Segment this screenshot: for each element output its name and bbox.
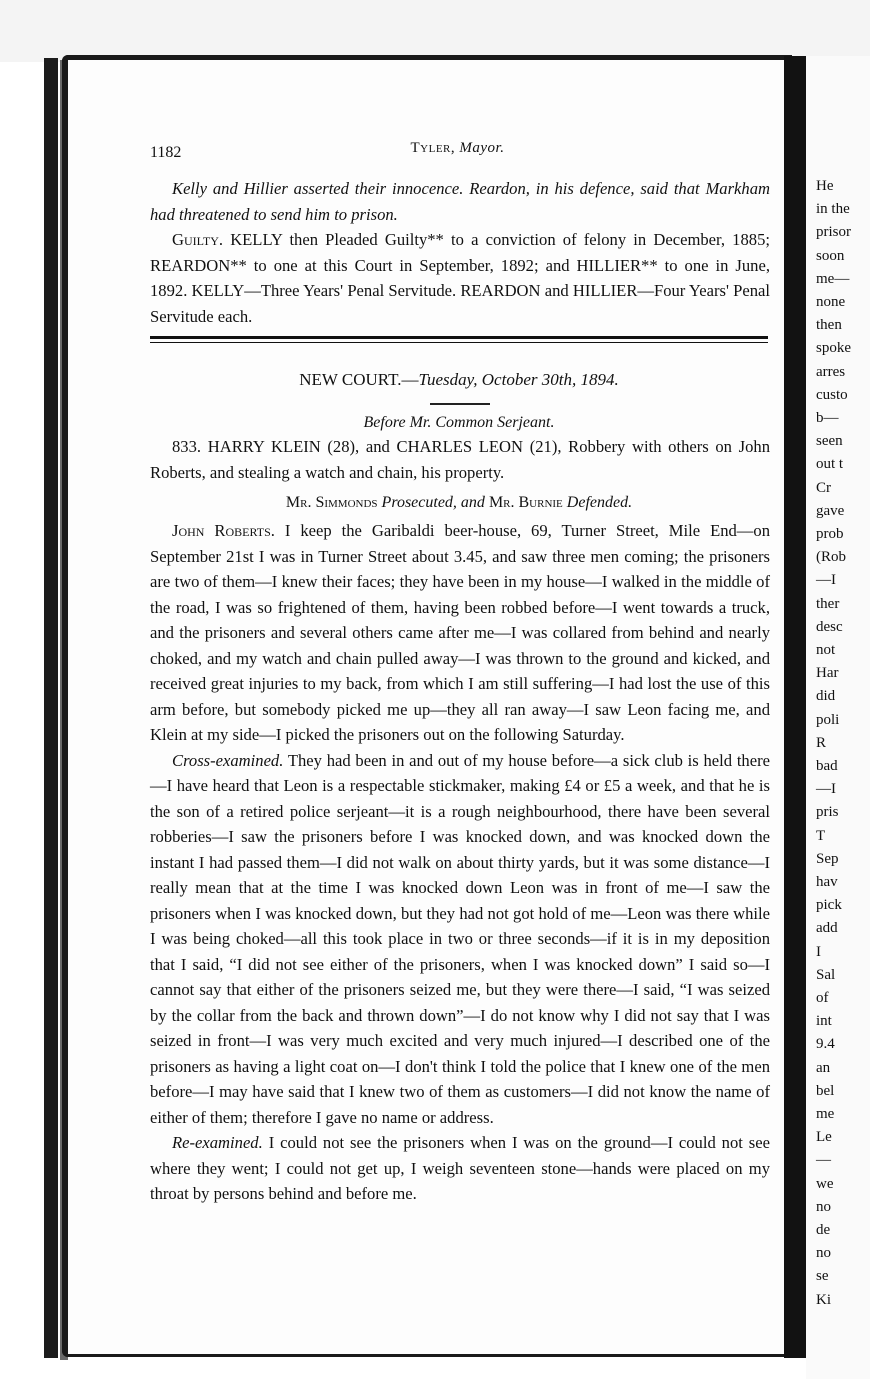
facing-page-fragment: int <box>816 1013 832 1030</box>
facing-page-fragment: hav <box>816 874 838 890</box>
examination-text: I keep the Garibaldi beer-house, 69, Turner Street, Mile End—on September 21st I was in Turner Street about 3.45, and saw three men coming; the prisoners are two of them—I knew their faces; they have been in my house—I walked in the middle of the road, I was so frightened of them, having been robbed before—I went towards a truck, and the prisoners and several others came after me—I was collared from behind and nearly choked, and my watch and chain pulled away—I was thrown to the ground and kicked, and received great injuries to my back, from which I am still suffering—I had lost the use of this arm before, but somebody picked me up—they all ran away—I saw Leon facing me, and Klein at my side—I picked the prisoners out on the following Saturday. <box>150 521 770 744</box>
page-number: 1182 <box>150 144 182 161</box>
defended-text: Defended. <box>566 494 633 511</box>
facing-page-fragment: of <box>816 990 829 1006</box>
case-block <box>150 434 770 485</box>
facing-page-fragment: Sep <box>816 850 839 867</box>
facing-page-fragment: prob <box>816 526 844 542</box>
facing-page-fragment: out t <box>816 456 844 473</box>
facing-page-fragment: Sal <box>816 966 836 983</box>
facing-page-fragment: — <box>816 1152 831 1169</box>
facing-page-fragment: in the <box>816 201 850 218</box>
running-title-office: Mayor. <box>459 140 505 156</box>
testimony-block <box>150 518 770 1207</box>
facing-page-fragment: Ki <box>816 1291 831 1308</box>
re-examined-label: Re-examined. <box>172 1133 263 1152</box>
court-date: Tuesday, October 30th, 1894. <box>418 370 619 389</box>
facing-page-fragment: (Rob <box>816 549 846 566</box>
book-binding <box>44 58 58 1358</box>
facing-page-fragment: not <box>816 642 836 658</box>
facing-page-fragment: Har <box>816 665 839 682</box>
facing-page-fragment: an <box>816 1059 831 1076</box>
facing-page-fragment: I <box>816 943 821 960</box>
court-heading <box>150 370 768 390</box>
heading-rule <box>430 403 490 405</box>
prosecuting-counsel: Mr. Simmonds <box>285 494 378 511</box>
facing-page-fragment: —I <box>816 572 836 589</box>
defending-counsel: Mr. Burnie <box>488 494 563 511</box>
book-gutter <box>784 56 806 1358</box>
facing-page-fragment: no <box>816 1245 831 1262</box>
case-number: 833. <box>172 437 202 456</box>
scan-background <box>0 0 870 62</box>
judge-line: Before Mr. Common Serjeant. <box>363 414 555 431</box>
facing-page-fragment: me <box>816 1106 835 1122</box>
facing-page-fragment: did <box>816 688 836 705</box>
cross-examination-text: They had been in and out of my house before—a sick club is held there—I have heard that Leon is a respectable stickmaker, making £4 or £5 a week, and that he is the son of a retired police serjeant—it is a rough neighbourhood, there have been several robberies—I saw the prisoners before I was knocked down, and was knocked down the instant I had passed them—I did not walk on about thirty yards, but it was some distance—I really mean that at the time I was knocked down Leon was in front of me—I saw the prisoners when I was knocked down, but they had not got hold of me—Leon was there while I was being choked—all this took place in two or three seconds—if it is in my deposition that I said, “I did not see either of the prisoners, when I was knocked down” I said so—I cannot say that either of the prisoners seized me, but they were there—I said, “I was seized by the collar from the back and thrown down”—I do not know why I did not say that I was seized in front—I was very much excited and very much injured—I described one of the prisoners as having a light coat on—I don't think I told the police that I knew one of the men before—I may have said that I knew two of them as customers—I did not know the name of either of them; therefore I gave no name or address. <box>150 750 770 1127</box>
facing-page-fragment: none <box>816 294 846 310</box>
facing-page-fragment: arres <box>816 363 846 380</box>
facing-page-fragment: T <box>816 827 826 844</box>
facing-page <box>806 56 870 1379</box>
defence-statement: Kelly and Hillier asserted their innocence. Reardon, in his defence, said that Markham had threatened to send him to prison. <box>150 179 770 224</box>
facing-page-fragment: b— <box>816 410 839 426</box>
facing-page-fragment: soon <box>816 247 845 264</box>
facing-page-fragment: spoke <box>816 340 851 357</box>
facing-page-fragment: Cr <box>816 479 831 496</box>
running-head <box>150 140 765 164</box>
facing-page-fragment: de <box>816 1222 831 1238</box>
section-rule-thin <box>150 342 768 343</box>
verdict-label: Guilty. <box>172 230 224 249</box>
re-examination-text: I could not see the prisoners when I was on the ground—I could not see where they went; I could not get up, I weigh seventeen stone—hands were placed on my throat by persons behind and before me. <box>150 1133 770 1203</box>
prosecuted-text: Prosecuted, and <box>381 494 485 511</box>
sentence-text: KELLY then Pleaded Guilty** to a conviction of felony in December, 1885; REARDON** to one at this Court in September, 1892; and HILLIER** to one in June, 1892. KELLY—Three Years' Penal Servitude. REARDON and HILLIER—Four Years' Penal Servitude each. <box>150 230 770 326</box>
facing-page-fragment: poli <box>816 711 840 728</box>
verdict-block <box>150 176 770 329</box>
running-title-name: Tyler, <box>410 140 456 156</box>
facing-page-fragment: 9.4 <box>816 1036 835 1053</box>
case-summary: HARRY KLEIN (28), and CHARLES LEON (21), Robbery with others on John Roberts, and stealing a watch and chain, his property. <box>150 437 771 482</box>
facing-page-fragment: no <box>816 1198 831 1215</box>
facing-page-fragment: we <box>816 1175 834 1192</box>
facing-page-fragment: pick <box>816 897 842 914</box>
court-name: NEW COURT.— <box>299 370 419 389</box>
section-rule-thick <box>150 336 768 339</box>
facing-page-fragment: prisor <box>816 224 851 241</box>
facing-page-fragment: bad <box>816 758 838 774</box>
facing-page-fragment: He <box>816 178 834 194</box>
facing-page-fragment: custo <box>816 386 848 403</box>
running-title <box>150 140 765 157</box>
facing-page-fragment: then <box>816 317 842 334</box>
facing-page-fragment: R <box>816 734 827 751</box>
facing-page-fragment: Le <box>816 1129 832 1146</box>
facing-page-fragment: add <box>816 920 838 937</box>
facing-page-fragment: —I <box>816 781 836 798</box>
facing-page-fragment: bel <box>816 1082 835 1099</box>
facing-page-fragment: se <box>816 1268 829 1285</box>
cross-examined-label: Cross-examined. <box>172 750 284 770</box>
facing-page-fragment: desc <box>816 618 843 635</box>
witness-name: John Roberts. <box>172 521 275 540</box>
facing-page-fragment: pris <box>816 804 839 821</box>
facing-page-fragment: gave <box>816 502 845 519</box>
facing-page-fragment: me— <box>816 270 850 287</box>
counsel-line <box>150 494 768 512</box>
facing-page-fragment: seen <box>816 433 843 450</box>
facing-page-fragment: ther <box>816 595 840 612</box>
